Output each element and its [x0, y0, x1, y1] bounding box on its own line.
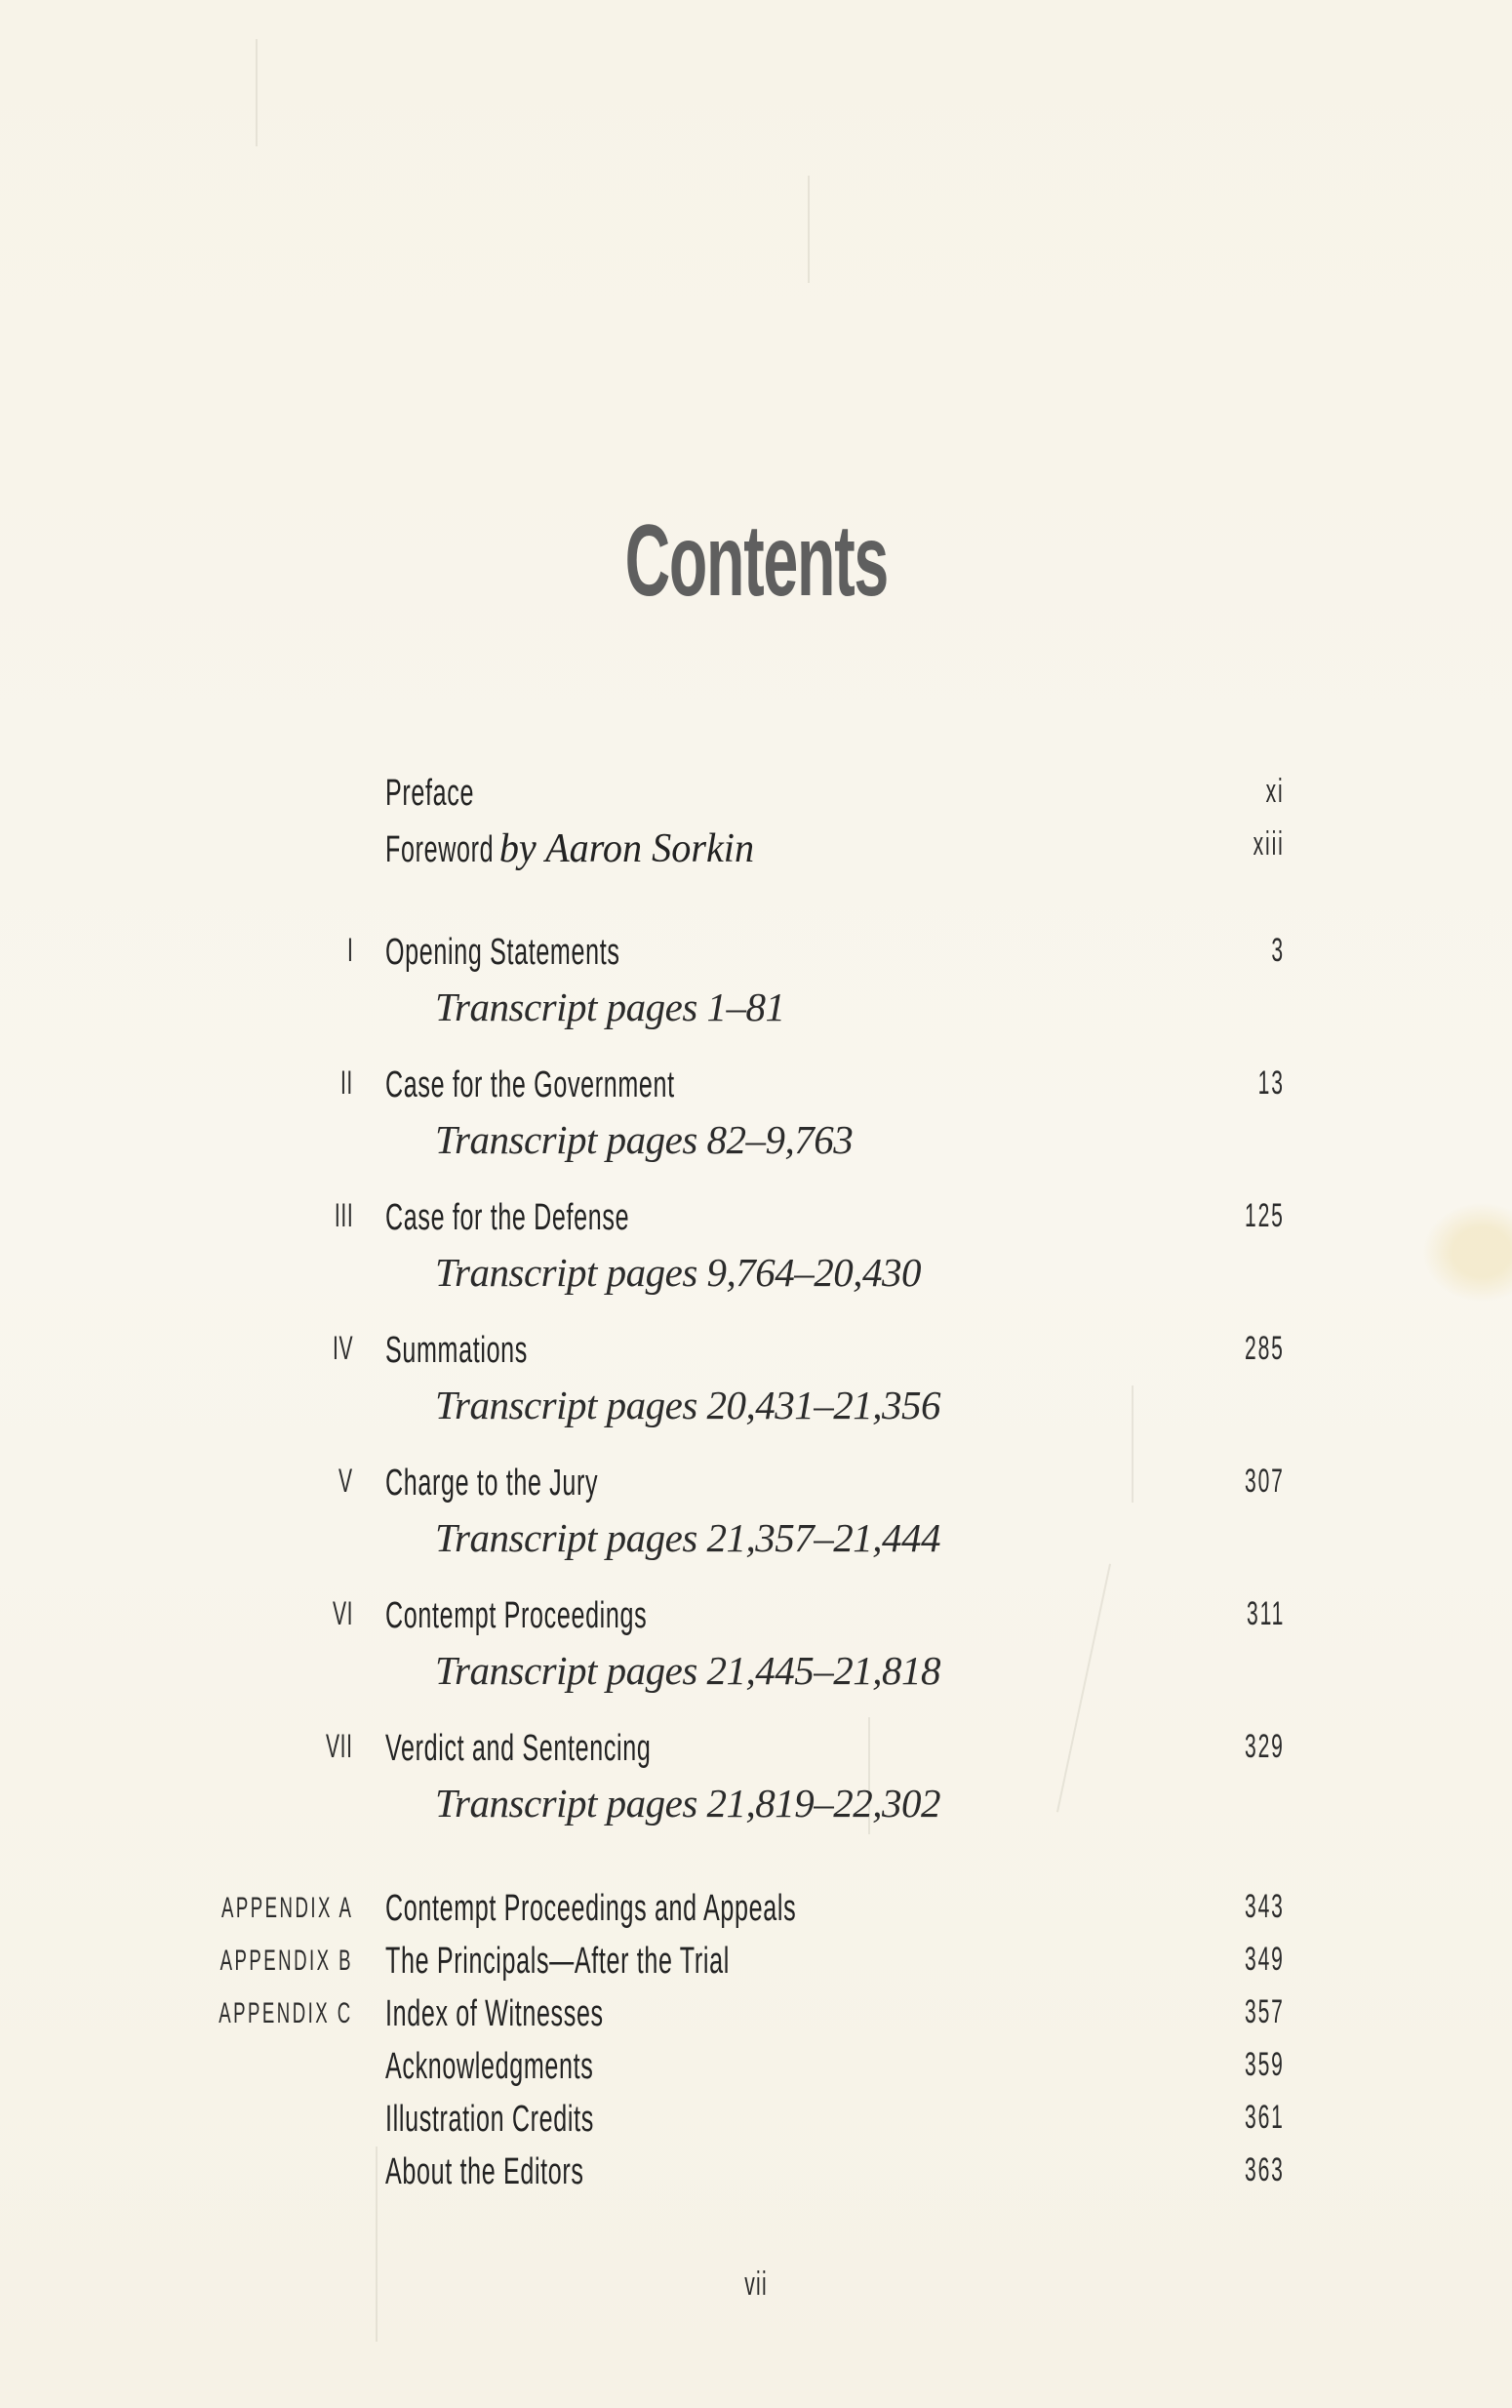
toc-appendix-a[interactable] — [0, 1888, 1512, 1937]
toc-page-number: 361 — [1245, 2099, 1285, 2136]
chapter-title: Case for the Defense — [385, 1197, 630, 1238]
paper-mark — [808, 176, 810, 283]
page-title — [0, 503, 1512, 620]
toc-page-number: 363 — [1245, 2151, 1285, 2188]
toc-appendix-c[interactable] — [0, 1993, 1512, 2042]
toc-page-number: 13 — [1257, 1064, 1285, 1102]
toc-entry-acknowledgments[interactable] — [0, 2046, 1512, 2095]
paper-mark — [256, 39, 258, 146]
toc-page-number: xi — [1266, 773, 1285, 810]
chapter-numeral: VI — [332, 1595, 353, 1632]
chapter-numeral: IV — [332, 1330, 353, 1367]
chapter-transcript-range: Transcript pages 21,357–21,444 — [435, 1515, 941, 1560]
toc-page-number: 285 — [1245, 1330, 1285, 1367]
toc-page-number: 357 — [1245, 1993, 1285, 2030]
page-folio — [0, 2266, 1512, 2304]
appendix-prefix: APPENDIX B — [219, 1945, 353, 1977]
toc-chapter-6[interactable] — [0, 1595, 1512, 1644]
toc-chapter-5[interactable] — [0, 1463, 1512, 1511]
chapter-title: Opening Statements — [385, 932, 620, 973]
toc-chapter-4[interactable] — [0, 1330, 1512, 1379]
toc-entry-label: Acknowledgments — [385, 2046, 594, 2087]
toc-chapter-3[interactable] — [0, 1197, 1512, 1246]
toc-entry-label: About the Editors — [385, 2151, 584, 2192]
chapter-numeral: VII — [326, 1728, 353, 1765]
toc-chapter-7[interactable] — [0, 1728, 1512, 1777]
toc-entry-about-the-editors[interactable] — [0, 2151, 1512, 2200]
appendix-prefix: APPENDIX A — [220, 1892, 353, 1924]
chapter-title: Case for the Government — [385, 1064, 675, 1105]
chapter-title: Contempt Proceedings — [385, 1595, 648, 1636]
appendix-title: Index of Witnesses — [385, 1993, 604, 2034]
toc-page-number: 3 — [1271, 932, 1285, 969]
toc-entry-preface[interactable] — [0, 773, 1512, 822]
appendix-title: Contempt Proceedings and Appeals — [385, 1888, 797, 1929]
chapter-transcript-range: Transcript pages 20,431–21,356 — [435, 1383, 941, 1427]
chapter-title: Verdict and Sentencing — [385, 1728, 652, 1769]
chapter-numeral: I — [346, 932, 353, 969]
toc-page-number: xiii — [1253, 825, 1285, 863]
folio-number: vii — [744, 2266, 768, 2303]
chapter-transcript-range: Transcript pages 1–81 — [435, 984, 785, 1029]
toc-page-number: 343 — [1245, 1888, 1285, 1925]
toc-entry-label: Preface — [385, 773, 475, 814]
toc-chapter-1[interactable] — [0, 932, 1512, 981]
toc-entry-label: Foreword by Aaron Sorkin — [385, 826, 754, 871]
chapter-title: Summations — [385, 1330, 528, 1371]
toc-page-number: 311 — [1246, 1595, 1285, 1632]
toc-page-number: 359 — [1245, 2046, 1285, 2083]
toc-entry-illustration-credits[interactable] — [0, 2099, 1512, 2147]
chapter-numeral: III — [334, 1197, 353, 1234]
chapter-title: Charge to the Jury — [385, 1463, 599, 1504]
toc-entry-label: Illustration Credits — [385, 2099, 594, 2140]
toc-page-number: 307 — [1245, 1463, 1285, 1500]
appendix-title: The Principals—After the Trial — [385, 1941, 730, 1982]
toc-entry-foreword[interactable] — [0, 825, 1512, 874]
toc-page-number: 125 — [1245, 1197, 1285, 1234]
chapter-transcript-range: Transcript pages 9,764–20,430 — [435, 1250, 922, 1295]
foreword-byline: by Aaron Sorkin — [498, 826, 754, 871]
toc-page-number: 329 — [1245, 1728, 1285, 1765]
toc-appendix-b[interactable] — [0, 1941, 1512, 1989]
page-title-text: Contents — [624, 504, 888, 618]
chapter-transcript-range: Transcript pages 21,445–21,818 — [435, 1648, 941, 1693]
chapter-numeral: II — [340, 1064, 353, 1102]
toc-page-number: 349 — [1245, 1941, 1285, 1978]
appendix-prefix: APPENDIX C — [219, 1997, 353, 2029]
chapter-transcript-range: Transcript pages 82–9,763 — [435, 1117, 854, 1162]
chapter-transcript-range: Transcript pages 21,819–22,302 — [435, 1781, 941, 1826]
chapter-numeral: V — [338, 1463, 353, 1500]
toc-chapter-2[interactable] — [0, 1064, 1512, 1113]
